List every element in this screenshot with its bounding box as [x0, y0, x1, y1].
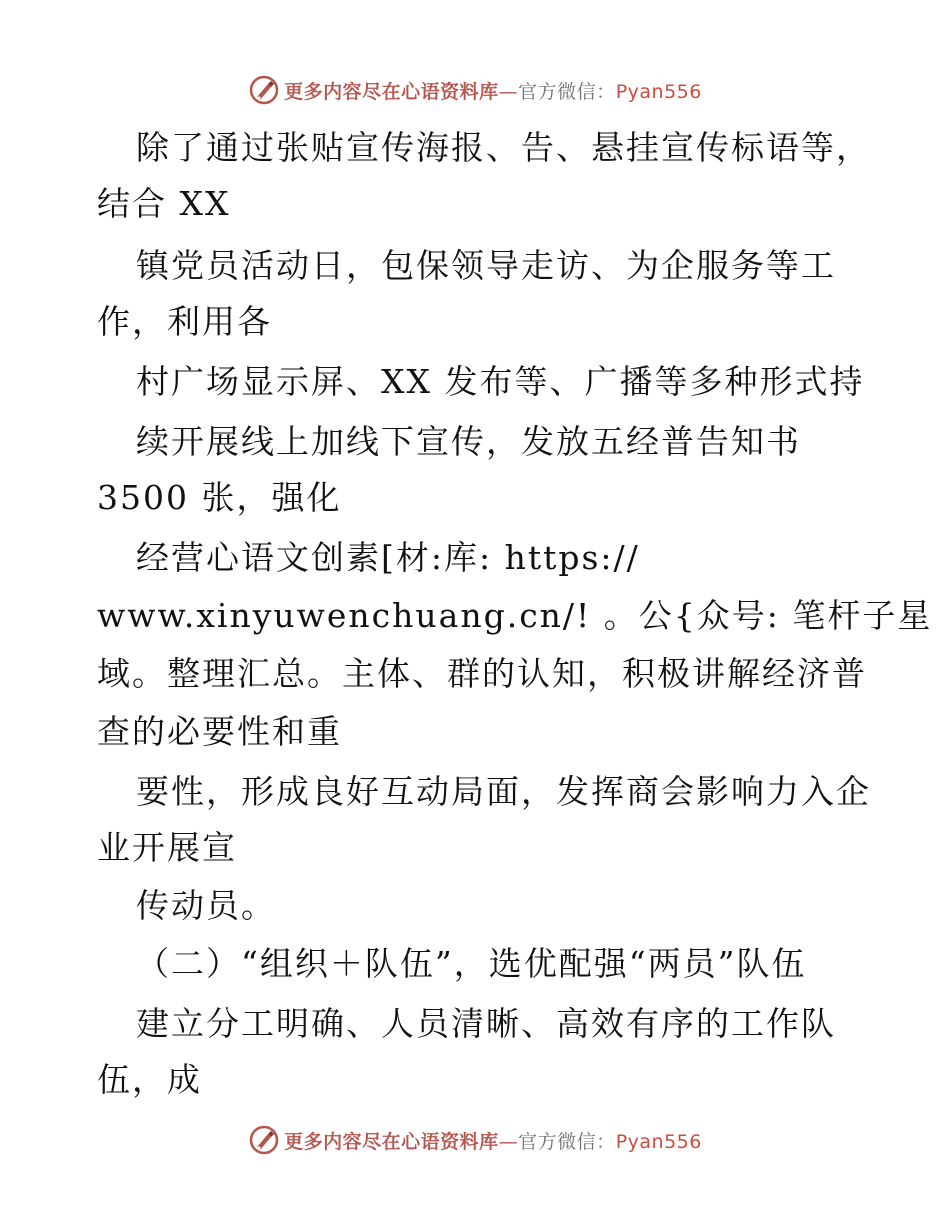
body-line: 作，利用各 [97, 302, 272, 341]
body-line: 村广场显示屏、XX 发布等、广播等多种形式持 [136, 362, 865, 401]
banner-official-label: 官方微信： [518, 80, 616, 103]
body-line: 查的必要性和重 [97, 712, 342, 751]
body-line: 续开展线上加线下宣传，发放五经普告知书 [136, 422, 801, 461]
body-line: 3500 张，强化 [97, 478, 342, 517]
body-line: 结合 XX [97, 184, 231, 223]
section-heading: （二）“组织＋队伍”，选优配强“两员”队伍 [136, 944, 807, 983]
header-banner [0, 70, 950, 110]
pen-logo-icon [248, 1124, 280, 1156]
body-line: 伍，成 [97, 1060, 202, 1099]
body-line: 镇党员活动日，包保领导走访、为企服务等工 [136, 246, 836, 285]
banner-library-name: 更多内容尽在心语资料库 [284, 1130, 499, 1153]
banner-library-name: 更多内容尽在心语资料库 [284, 80, 499, 103]
body-line: www.xinyuwenchuang.cn/! 。公{众号: 笔杆子星 [97, 596, 933, 635]
banner-wechat-id: Pyan556 [615, 80, 702, 103]
body-line: 传动员。 [136, 886, 276, 925]
banner-wechat-id: Pyan556 [615, 1130, 702, 1153]
banner-dash: — [498, 80, 519, 103]
body-line: 经营心语文创素[材:库: https:// [136, 538, 640, 577]
body-line: 业开展宣 [97, 828, 237, 867]
banner-text [284, 77, 702, 104]
banner-dash: — [498, 1130, 519, 1153]
footer-banner [0, 1120, 950, 1160]
banner-official-label: 官方微信： [518, 1130, 616, 1153]
pen-logo-icon [248, 74, 280, 106]
body-line: 除了通过张贴宣传海报、告、悬挂宣传标语等， [136, 128, 871, 167]
banner-text [284, 1127, 702, 1154]
body-line: 建立分工明确、人员清晰、高效有序的工作队 [136, 1004, 836, 1043]
body-line: 要性，形成良好互动局面，发挥商会影响力入企 [136, 772, 871, 811]
body-line: 域。整理汇总。主体、群的认知，积极讲解经济普 [97, 654, 867, 693]
